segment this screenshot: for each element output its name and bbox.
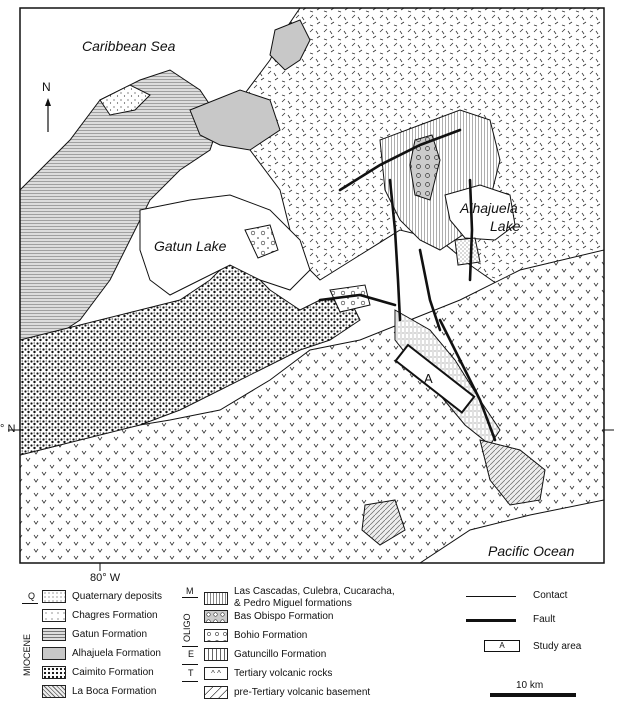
legend-las-cascadas-2: & Pedro Miguel formations bbox=[234, 598, 352, 609]
latitude-label: ° N bbox=[0, 423, 16, 435]
legend-swatch-quaternary bbox=[42, 590, 66, 603]
legend-e-label: E bbox=[188, 649, 195, 659]
legend-gatuncillo: Gatuncillo Formation bbox=[234, 649, 327, 660]
gatun-lake-label: Gatun Lake bbox=[154, 238, 227, 254]
legend-las-cascadas: Las Cascadas, Culebra, Cucaracha, bbox=[234, 586, 395, 597]
alhajuela-lake-label: Alhajuela bbox=[460, 200, 518, 216]
legend-oligo-label: OLIGO bbox=[182, 613, 192, 642]
legend-study-area: Study area bbox=[533, 641, 582, 652]
north-label: N bbox=[42, 80, 51, 94]
legend-contact-line bbox=[466, 596, 516, 597]
longitude-label: 80° W bbox=[90, 572, 121, 584]
legend-m-label: M bbox=[186, 586, 194, 596]
legend-swatch-tertiary-volcanic: ^ ^ bbox=[204, 667, 228, 680]
legend-bas-obispo: Bas Obispo Formation bbox=[234, 611, 334, 622]
legend-swatch-bohio bbox=[204, 629, 228, 642]
legend-study-area-box: A bbox=[484, 640, 520, 652]
legend-t-label: T bbox=[188, 668, 194, 678]
pacific-ocean-label: Pacific Ocean bbox=[488, 543, 575, 559]
legend-alhajuela: Alhajuela Formation bbox=[72, 648, 161, 659]
legend-pre-tertiary: pre-Tertiary volcanic basement bbox=[234, 687, 371, 698]
legend-q-label: Q bbox=[28, 591, 36, 601]
caribbean-sea-label: Caribbean Sea bbox=[82, 38, 176, 54]
legend-gatun: Gatun Formation bbox=[72, 629, 148, 640]
legend-swatch-pre-tertiary bbox=[204, 686, 228, 699]
legend-la-boca: La Boca Formation bbox=[72, 686, 157, 697]
alhajuela-lake-label-2: Lake bbox=[490, 218, 521, 234]
legend-swatch-bas-obispo bbox=[204, 610, 228, 623]
legend-caimito: Caimito Formation bbox=[72, 667, 154, 678]
legend-swatch-chagres bbox=[42, 609, 66, 622]
legend-tertiary-volcanic: Tertiary volcanic rocks bbox=[234, 668, 333, 679]
study-area-label: A bbox=[424, 371, 433, 386]
legend-swatch-alhajuela bbox=[42, 647, 66, 660]
unit-quaternary-deposits bbox=[455, 238, 480, 265]
legend-miocene-label: MIOCENE bbox=[22, 633, 32, 676]
legend-contact: Contact bbox=[533, 590, 568, 601]
legend-fault: Fault bbox=[533, 614, 556, 625]
legend-swatch-caimito bbox=[42, 666, 66, 679]
scale-bar-label: 10 km bbox=[516, 680, 544, 691]
legend-swatch-gatun bbox=[42, 628, 66, 641]
legend-swatch-las-cascadas bbox=[204, 592, 228, 605]
legend-quaternary: Quaternary deposits bbox=[72, 591, 163, 602]
legend-swatch-gatuncillo bbox=[204, 648, 228, 661]
legend-swatch-la-boca bbox=[42, 685, 66, 698]
legend-chagres: Chagres Formation bbox=[72, 610, 158, 621]
legend-bohio: Bohio Formation bbox=[234, 630, 308, 641]
scale-bar bbox=[490, 693, 576, 697]
legend-fault-line bbox=[466, 619, 516, 622]
